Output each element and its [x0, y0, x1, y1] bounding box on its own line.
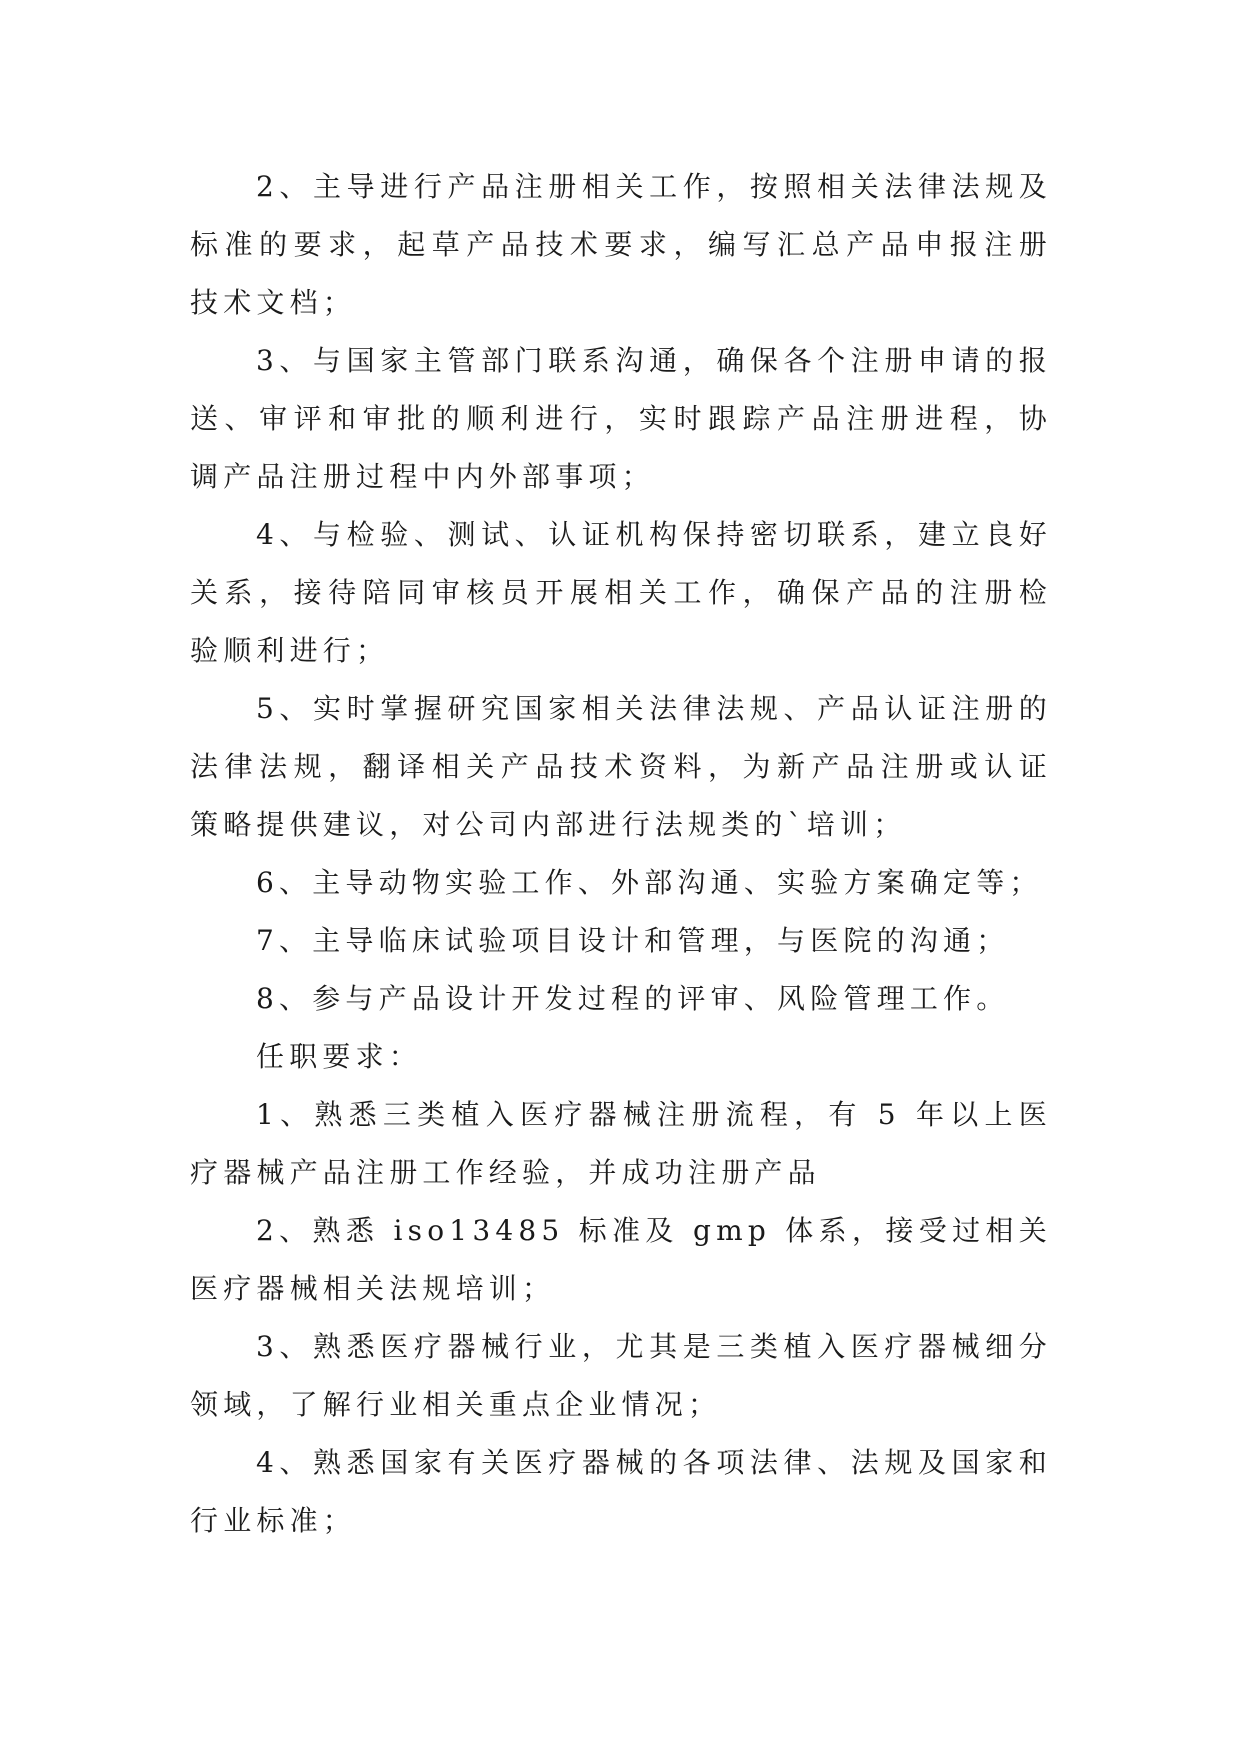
duty-item-2: 2、主导进行产品注册相关工作，按照相关法律法规及标准的要求，起草产品技术要求，编写汇总产品申报注册技术文档； — [190, 170, 1052, 319]
requirement-item-3: 3、熟悉医疗器械行业，尤其是三类植入医疗器械细分领域，了解行业相关重点企业情况； — [190, 1330, 1052, 1421]
requirement-item-1: 1、熟悉三类植入医疗器械注册流程，有 5 年以上医疗器械产品注册工作经验，并成功注册产品 — [190, 1098, 1052, 1189]
requirements-heading: 任职要求： — [256, 1040, 423, 1073]
requirement-item-4: 4、熟悉国家有关医疗器械的各项法律、法规及国家和行业标准； — [190, 1446, 1052, 1537]
duty-item-6: 6、主导动物实验工作、外部沟通、实验方案确定等； — [256, 866, 1043, 899]
duty-item-5: 5、实时掌握研究国家相关法律法规、产品认证注册的法律法规，翻译相关产品技术资料，为新产品注册或认证策略提供建议，对公司内部进行法规类的`培训； — [190, 692, 1052, 841]
duty-item-7: 7、主导临床试验项目设计和管理，与医院的沟通； — [256, 924, 1010, 957]
document-body — [190, 158, 1052, 1550]
duty-item-8: 8、参与产品设计开发过程的评审、风险管理工作。 — [256, 982, 1010, 1015]
duty-item-4: 4、与检验、测试、认证机构保持密切联系，建立良好关系，接待陪同审核员开展相关工作，确保产品的注册检验顺利进行； — [190, 518, 1052, 667]
duty-item-3: 3、与国家主管部门联系沟通，确保各个注册申请的报送、审评和审批的顺利进行，实时跟踪产品注册进程，协调产品注册过程中内外部事项； — [190, 344, 1052, 493]
requirement-item-2: 2、熟悉 iso13485 标准及 gmp 体系，接受过相关医疗器械相关法规培训； — [190, 1214, 1052, 1305]
